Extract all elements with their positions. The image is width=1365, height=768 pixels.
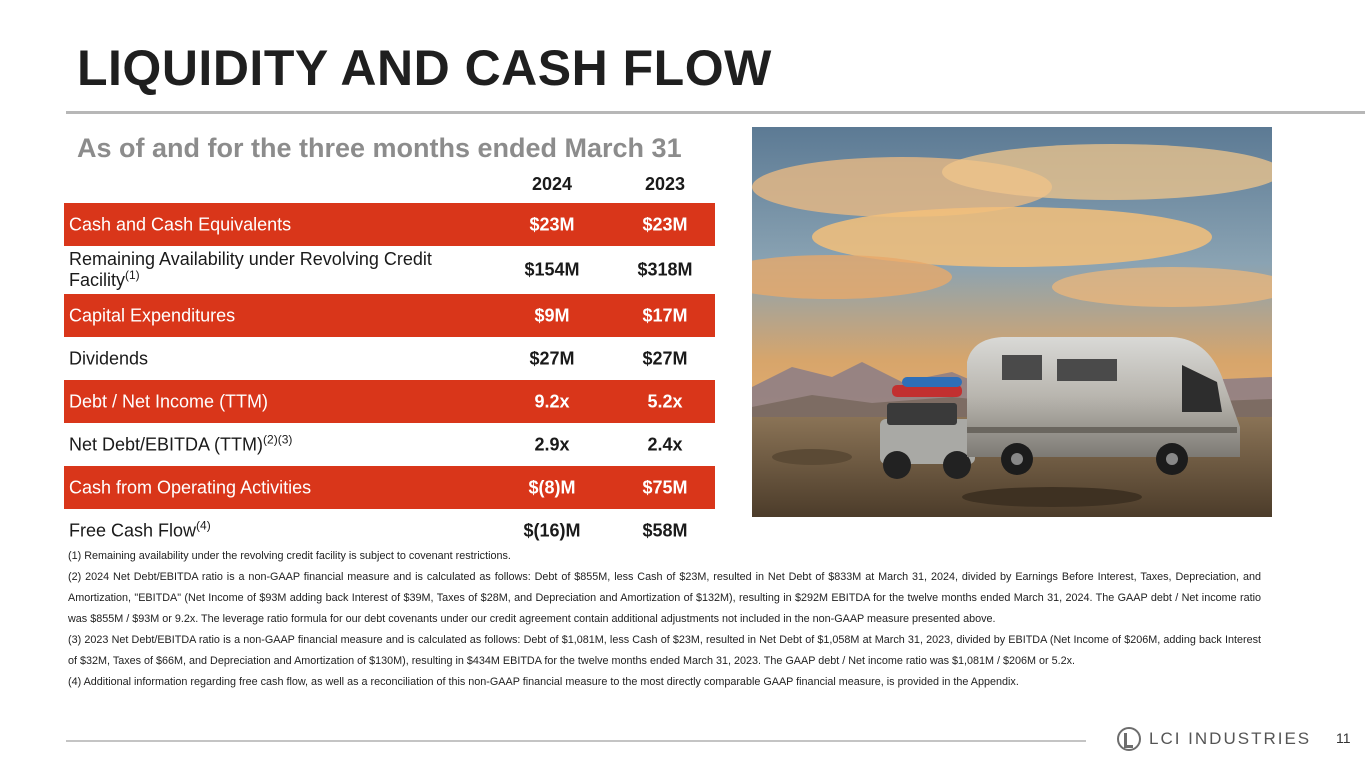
row-label: Free Cash Flow$^{(4)}$ <box>69 518 211 540</box>
table-row <box>64 203 715 246</box>
footer-divider <box>66 740 1086 742</box>
row-label: Dividends <box>69 348 149 368</box>
table-body <box>64 203 715 552</box>
footnote-1: (1) Remaining availability under the revolving credit facility is subject to covenant restrictions. <box>68 550 511 562</box>
table-row <box>64 423 715 466</box>
title-divider <box>66 111 1365 114</box>
value-2024: $154M <box>524 259 580 280</box>
value-2023: $17M <box>642 305 688 325</box>
company-logo <box>1117 726 1311 752</box>
table-row <box>64 246 715 294</box>
value-2024: 9.2x <box>534 391 570 411</box>
liquidity-table <box>64 162 715 552</box>
value-2024: $(16)M <box>523 520 581 540</box>
value-2023: $23M <box>642 214 688 234</box>
footnote-3: (3) 2023 Net Debt/EBITDA ratio is a non-GAAP financial measure and is calculated as follows: Debt of $1,081M, less Cash of $23M, resulted in Net Debt of $1,058M at March 31, 2023, divided by EBITDA (Net Income of $206M, adding back Interest of $32M, Taxes of $66M, and Depreciation and Amortization of $130M), resulting in $434M EBITDA for the twelve months ended March 31, 2023. The GAAP debt / Net income ratio was $1,081M / $206M or 5.2x. <box>68 634 1261 667</box>
page-title: LIQUIDITY AND CASH FLOW <box>77 40 772 96</box>
page-subtitle: As of and for the three months ended March 31 <box>77 133 682 163</box>
value-2023: $58M <box>642 520 688 540</box>
footnotes <box>68 546 1261 693</box>
value-2024: $(8)M <box>528 477 576 497</box>
lci-logo-icon <box>1117 727 1141 751</box>
table-row <box>64 337 715 380</box>
footnote-ref: (4) <box>196 518 211 532</box>
column-header-2024: 2024 <box>531 174 573 194</box>
row-label: Cash and Cash Equivalents <box>69 214 292 234</box>
footnote-4: (4) Additional information regarding free cash flow, as well as a reconciliation of this non-GAAP financial measure to the most directly comparable GAAP financial measure, is provided in the Appendix. <box>68 676 1019 688</box>
table-row <box>64 380 715 423</box>
value-2024: $27M <box>529 348 575 368</box>
value-2023: 5.2x <box>647 391 683 411</box>
logo-text: LCI INDUSTRIES <box>1149 729 1312 748</box>
row-label: Remaining Availability under Revolving Credit Facility$^{(1)}$ <box>69 249 432 290</box>
row-label: Cash from Operating Activities <box>69 477 312 497</box>
value-2023: $75M <box>642 477 688 497</box>
column-header-2023: 2023 <box>644 174 686 194</box>
page-number: 11 <box>1336 730 1351 746</box>
footnote-ref: (2)(3) <box>263 432 293 446</box>
rv-desert-sunset-photo <box>752 127 1272 517</box>
row-label: Debt / Net Income (TTM) <box>69 391 269 411</box>
table-row <box>64 294 715 337</box>
table-row <box>64 466 715 509</box>
value-2024: $23M <box>529 214 575 234</box>
value-2024: $9M <box>534 305 570 325</box>
value-2023: 2.4x <box>647 434 683 454</box>
row-label: Net Debt/EBITDA (TTM)$^{(2)(3)}$ <box>69 432 293 454</box>
table-header <box>64 162 715 203</box>
footnote-ref: (1) <box>125 268 140 282</box>
value-2023: $318M <box>637 259 693 280</box>
footnote-2: (2) 2024 Net Debt/EBITDA ratio is a non-GAAP financial measure and is calculated as follows: Debt of $855M, less Cash of $23M, resulted in Net Debt of $833M at March 31, 2024, divided by Earnings Before Interest, Taxes, Depreciation, and Amortization, "EBITDA" (Net Income of $93M adding back Interest of $39M, Taxes of $28M, and Depreciation and Amortization of $132M), resulting in $292M EBITDA for the twelve months ended March 31, 2024. The GAAP debt / Net income ratio was $855M / $93M or 9.2x. The leverage ratio formula for our debt covenants under our credit agreement contain additional adjustments not included in the non-GAAP measure presented above. <box>68 571 1261 625</box>
value-2024: 2.9x <box>534 434 570 454</box>
row-label: Capital Expenditures <box>69 305 236 325</box>
value-2023: $27M <box>642 348 688 368</box>
